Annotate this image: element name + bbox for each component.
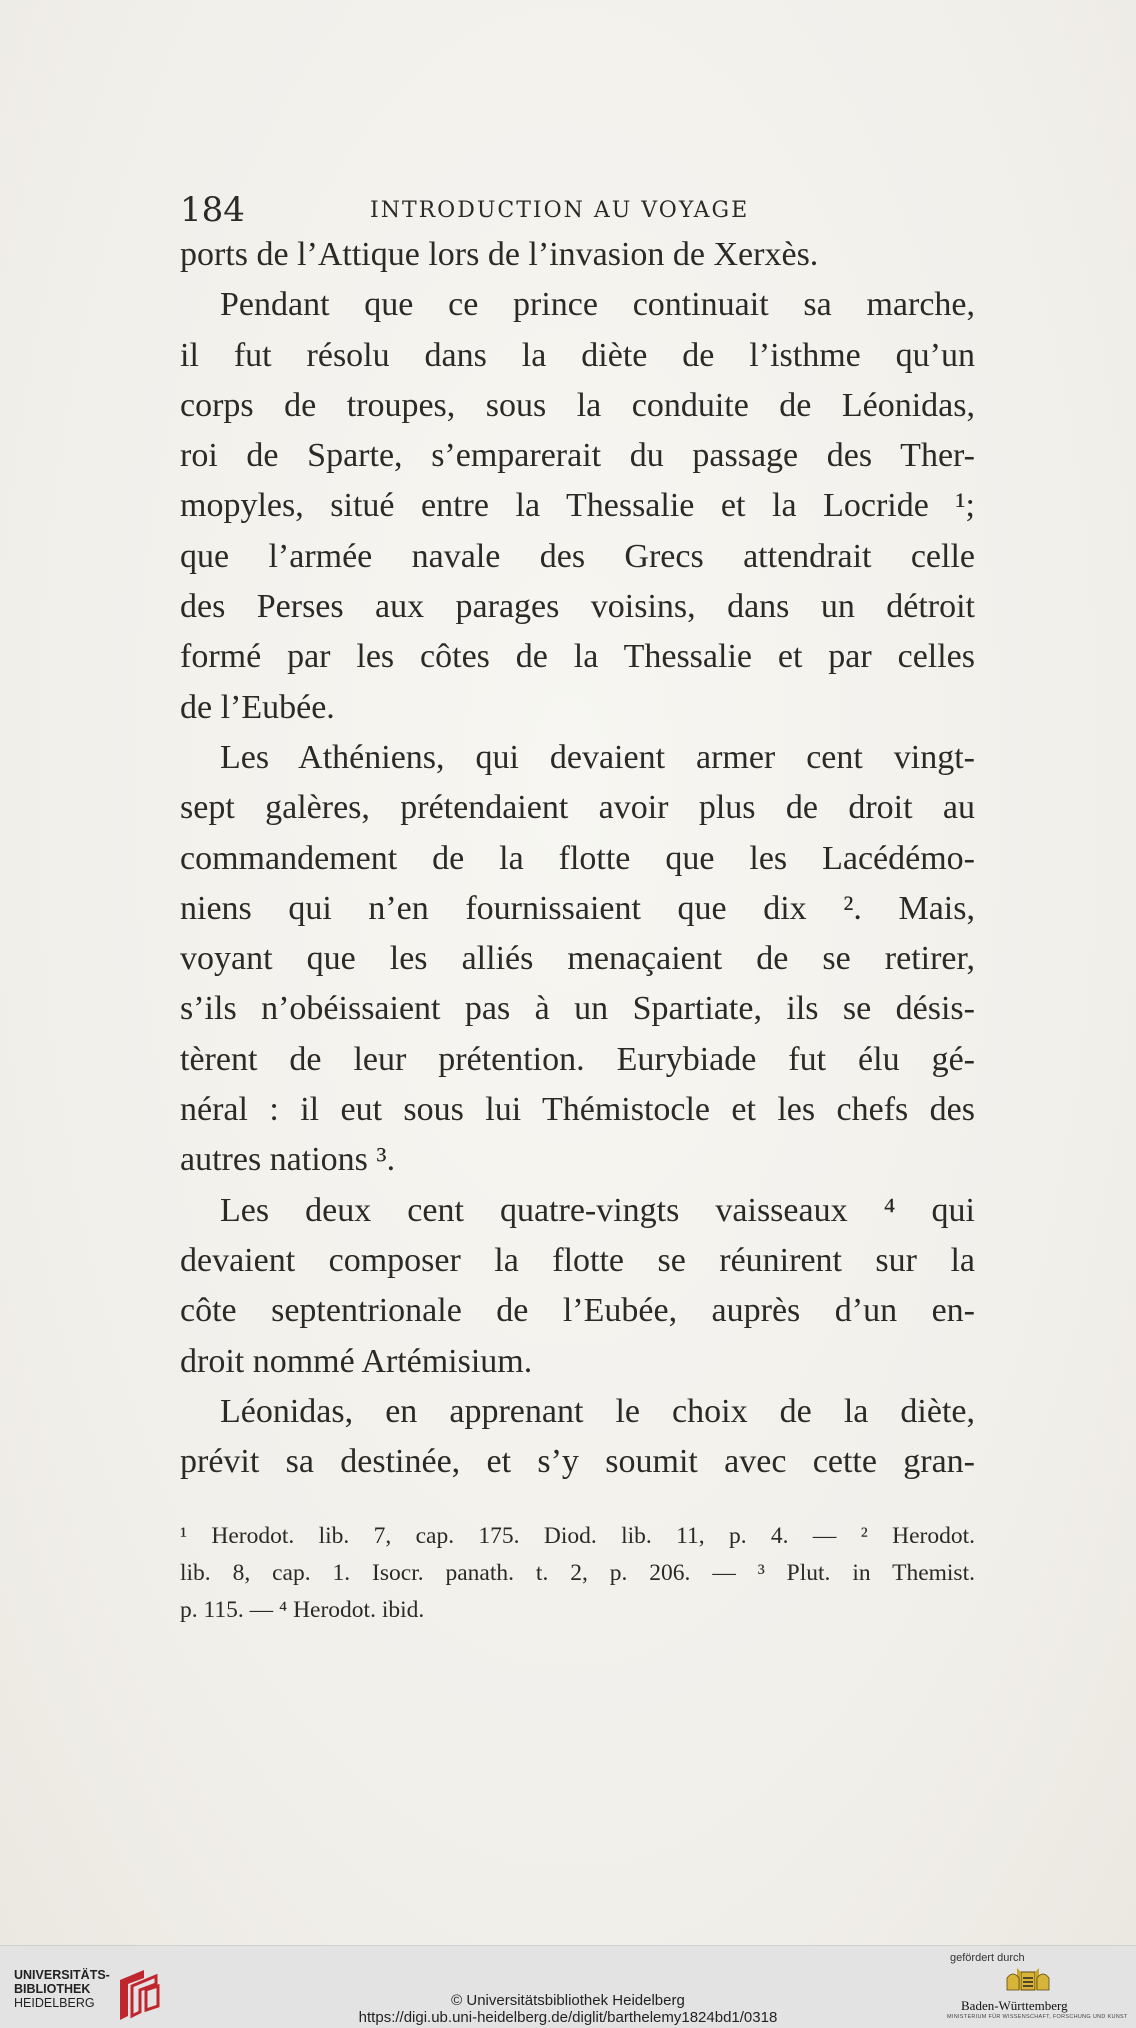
text-line: corps de troupes, sous la conduite de Léonidas, <box>180 386 975 424</box>
text-line: côte septentrionale de l’Eubée, auprès d’un en- <box>180 1292 975 1330</box>
sponsor-label: gefördert durch <box>950 1952 1025 1964</box>
text-line: mopyles, situé entre la Thessalie et la Locride ¹; <box>180 487 975 525</box>
text-line: Pendant que ce prince continuait sa marche, <box>220 286 975 324</box>
text-line: prévit sa destinée, et s’y soumit avec cette gran- <box>180 1443 975 1481</box>
page-number: 184 <box>180 190 245 230</box>
page-header <box>180 185 975 235</box>
text-line: de l’Eubée. <box>180 688 335 726</box>
sponsor-subtitle: MINISTERIUM FÜR WISSENSCHAFT, FORSCHUNG UND KUNST <box>947 2014 1128 2020</box>
copyright-text: © Universitätsbibliothek Heidelberg <box>451 1992 685 2009</box>
text-line: devaient composer la flotte se réunirent sur la <box>180 1241 975 1279</box>
footnote-line: lib. 8, cap. 1. Isocr. panath. t. 2, p. 206. — ³ Plut. in Themist. <box>180 1560 975 1586</box>
permalink-url[interactable]: https://digi.ub.uni-heidelberg.de/diglit/barthelemy1824bd1/0318 <box>358 2009 778 2026</box>
sponsor-name: Baden-Württemberg <box>961 1998 1068 2013</box>
text-line: commandement de la flotte que les Lacédémo- <box>180 839 975 877</box>
footnote-line: p. 115. — ⁴ Herodot. ibid. <box>180 1597 425 1623</box>
sponsor-logo[interactable] <box>925 1952 1128 2024</box>
running-head: INTRODUCTION AU VOYAGE <box>370 198 750 223</box>
coat-of-arms-icon <box>1003 1968 1053 1994</box>
body-text <box>180 230 975 1487</box>
text-line: autres nations ³. <box>180 1141 396 1179</box>
text-line: s’ils n’obéissaient pas à un Spartiate, ils se désis- <box>180 990 975 1028</box>
text-line: il fut résolu dans la diète de l’isthme qu’un <box>180 336 975 374</box>
viewer-footer <box>0 1945 1136 2028</box>
text-line: formé par les côtes de la Thessalie et par celles <box>180 638 975 676</box>
text-line: niens qui n’en fournissaient que dix ². Mais, <box>180 889 975 927</box>
text-line: voyant que les alliés menaçaient de se retirer, <box>180 940 975 978</box>
footnotes <box>180 1518 975 1629</box>
text-line: roi de Sparte, s’emparerait du passage des Ther- <box>180 437 975 475</box>
text-line: Les Athéniens, qui devaient armer cent vingt- <box>220 738 975 776</box>
text-line: que l’armée navale des Grecs attendrait celle <box>180 537 975 575</box>
text-line: droit nommé Artémisium. <box>180 1342 533 1380</box>
text-line: des Perses aux parages voisins, dans un détroit <box>180 588 975 626</box>
text-line: sept galères, prétendaient avoir plus de droit au <box>180 789 975 827</box>
text-line: ports de l’Attique lors de l’invasion de Xerxès. <box>180 236 819 273</box>
text-line: néral : il eut sous lui Thémistocle et les chefs des <box>180 1091 975 1129</box>
text-line: Les deux cent quatre-vingts vaisseaux ⁴ qui <box>220 1191 975 1229</box>
footnote-line: ¹ Herodot. lib. 7, cap. 175. Diod. lib. 11, p. 4. — ² Herodot. <box>180 1523 975 1549</box>
text-line: tèrent de leur prétention. Eurybiade fut élu gé- <box>180 1040 975 1078</box>
text-line: Léonidas, en apprenant le choix de la diète, <box>220 1392 975 1430</box>
library-name-line1: UNIVERSITÄTS- <box>14 1968 110 1982</box>
library-name-line3: HEIDELBERG <box>14 1996 95 2010</box>
library-name-line2: BIBLIOTHEK <box>14 1982 91 1996</box>
